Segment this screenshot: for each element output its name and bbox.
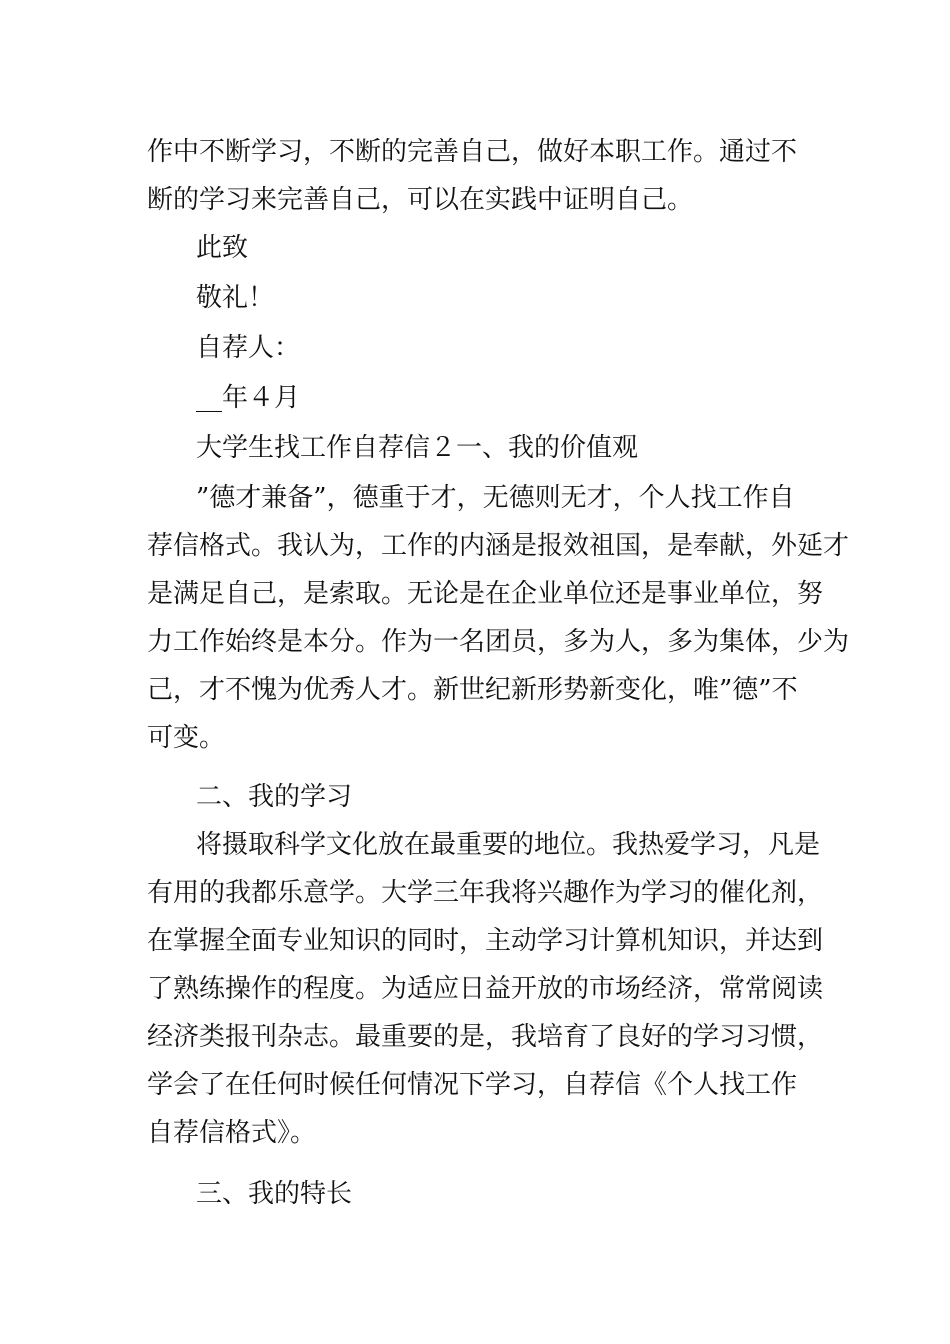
signer-label: 自荐人：: [196, 333, 301, 363]
text-line: 在掌握全面专业知识的同时，主动学习计算机知识，并达到: [147, 926, 824, 956]
text-line: 荐信格式。我认为，工作的内涵是报效祖国，是奉献，外延才: [147, 531, 850, 561]
text-line: 将摄取科学文化放在最重要的地位。我热爱学习，凡是: [196, 830, 821, 860]
text-line: 了熟练操作的程度。为适应日益开放的市场经济，常常阅读: [147, 974, 824, 1004]
text-line: 可变。: [147, 723, 226, 753]
text-line: 学会了在任何时候任何情况下学习，自荐信《个人找工作: [147, 1070, 798, 1100]
paragraph-values: [147, 474, 850, 762]
paragraph-study: [147, 821, 824, 1157]
text-line: ”德才兼备”，德重于才，无德则无才，个人找工作自: [196, 483, 795, 513]
closing-respect: 敬礼！: [196, 283, 275, 313]
text-line: 作中不断学习，不断的完善自己，做好本职工作。通过不: [147, 137, 798, 167]
closing-salutation: 此致: [196, 233, 249, 263]
text-line: 断的学习来完善自己，可以在实践中证明自己。: [147, 185, 694, 215]
text-line: 己，才不愧为优秀人才。新世纪新形势新变化，唯”德”不: [147, 675, 798, 705]
text-line: 力工作始终是本分。作为一名团员，多为人，多为集体，少为: [147, 627, 850, 657]
heading-strengths: 三、我的特长: [196, 1179, 353, 1209]
paragraph-continuation: [147, 128, 809, 224]
text-line: 是满足自己，是索取。无论是在企业单位还是事业单位，努: [147, 579, 824, 609]
heading-study: 二、我的学习: [196, 782, 353, 812]
date-line: __年４月: [196, 383, 301, 413]
text-line: 经济类报刊杂志。最重要的是，我培育了良好的学习习惯，: [147, 1022, 824, 1052]
section-title: 大学生找工作自荐信２一、我的价值观: [196, 433, 639, 463]
text-line: 有用的我都乐意学。大学三年我将兴趣作为学习的催化剂，: [147, 878, 824, 908]
text-line: 自荐信格式》。: [147, 1118, 317, 1148]
